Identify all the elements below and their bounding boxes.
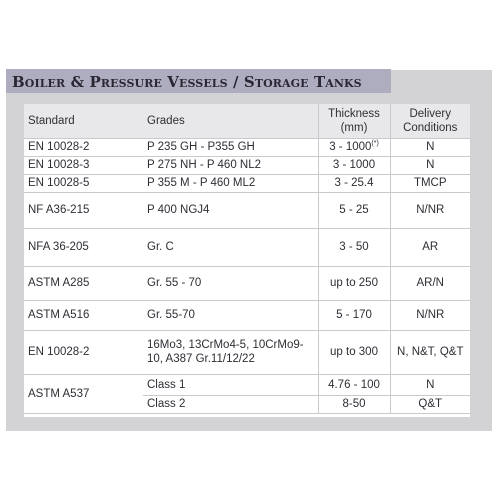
cell-grades: Gr. 55-70 xyxy=(143,300,318,330)
cell-grades: P 355 M - P 460 ML2 xyxy=(143,174,318,192)
header-thickness xyxy=(318,104,390,138)
cell-delivery: TMCP xyxy=(390,174,470,192)
table-row xyxy=(24,330,470,374)
cell-grades: 16Mo3, 13CrMo4-5, 10CrMo9-10, A387 Gr.11/12/22 xyxy=(143,330,318,374)
cell-grades: P 275 NH - P 460 NL2 xyxy=(143,156,318,174)
cell-delivery: N xyxy=(390,374,470,395)
header-delivery xyxy=(390,104,470,138)
section-title: Boiler & Pressure Vessels / Storage Tanks xyxy=(12,73,362,91)
cell-thickness-value: 3 - 1000 xyxy=(329,141,372,153)
table-row xyxy=(24,192,470,228)
cell-standard: EN 10028-2 xyxy=(24,138,143,156)
header-delivery-label: Delivery Conditions xyxy=(403,107,458,134)
cell-standard: NF A36-215 xyxy=(24,192,143,228)
cell-grades: Class 2 xyxy=(143,395,318,413)
cell-thickness: 3 - 1000 xyxy=(318,156,390,174)
table-row xyxy=(24,174,470,192)
cell-grades: P 400 NGJ4 xyxy=(143,192,318,228)
cell-grades: Gr. 55 - 70 xyxy=(143,266,318,300)
cell-thickness: up to 300 xyxy=(318,330,390,374)
cell-standard: ASTM A516 xyxy=(24,300,143,330)
table-row xyxy=(24,374,470,395)
table-row xyxy=(24,228,470,266)
cell-standard: EN 10028-3 xyxy=(24,156,143,174)
header-standard: Standard xyxy=(24,104,143,138)
cell-delivery: N/NR xyxy=(390,192,470,228)
thickness-footnote: (*) xyxy=(371,140,379,148)
cell-delivery: N/NR xyxy=(390,300,470,330)
cell-standard: EN 10028-2 xyxy=(24,330,143,374)
table-row xyxy=(24,156,470,174)
cell-thickness xyxy=(318,138,390,156)
cell-delivery: AR xyxy=(390,228,470,266)
header-grades: Grades xyxy=(143,104,318,138)
table-row xyxy=(24,266,470,300)
cell-thickness: 8-50 xyxy=(318,395,390,413)
cell-standard: EN 10028-5 xyxy=(24,174,143,192)
table-row xyxy=(24,300,470,330)
grades-table-container xyxy=(24,104,470,417)
cell-delivery: N xyxy=(390,156,470,174)
cell-grades: Gr. C xyxy=(143,228,318,266)
cell-delivery: N, N&T, Q&T xyxy=(390,330,470,374)
table-row xyxy=(24,138,470,156)
cell-thickness: up to 250 xyxy=(318,266,390,300)
cell-delivery: AR/N xyxy=(390,266,470,300)
cell-standard: ASTM A537 xyxy=(24,374,143,413)
cell-thickness: 3 - 50 xyxy=(318,228,390,266)
header-thickness-label: Thickness (mm) xyxy=(328,107,380,134)
cell-standard: ASTM A285 xyxy=(24,266,143,300)
cell-thickness: 5 - 25 xyxy=(318,192,390,228)
grades-table xyxy=(24,104,470,414)
cell-thickness: 5 - 170 xyxy=(318,300,390,330)
cell-delivery: Q&T xyxy=(390,395,470,413)
cell-standard: NFA 36-205 xyxy=(24,228,143,266)
cell-grades: P 235 GH - P355 GH xyxy=(143,138,318,156)
cell-thickness: 3 - 25.4 xyxy=(318,174,390,192)
cell-thickness: 4.76 - 100 xyxy=(318,374,390,395)
table-header-row xyxy=(24,104,470,138)
cell-grades: Class 1 xyxy=(143,374,318,395)
cell-delivery: N xyxy=(390,138,470,156)
